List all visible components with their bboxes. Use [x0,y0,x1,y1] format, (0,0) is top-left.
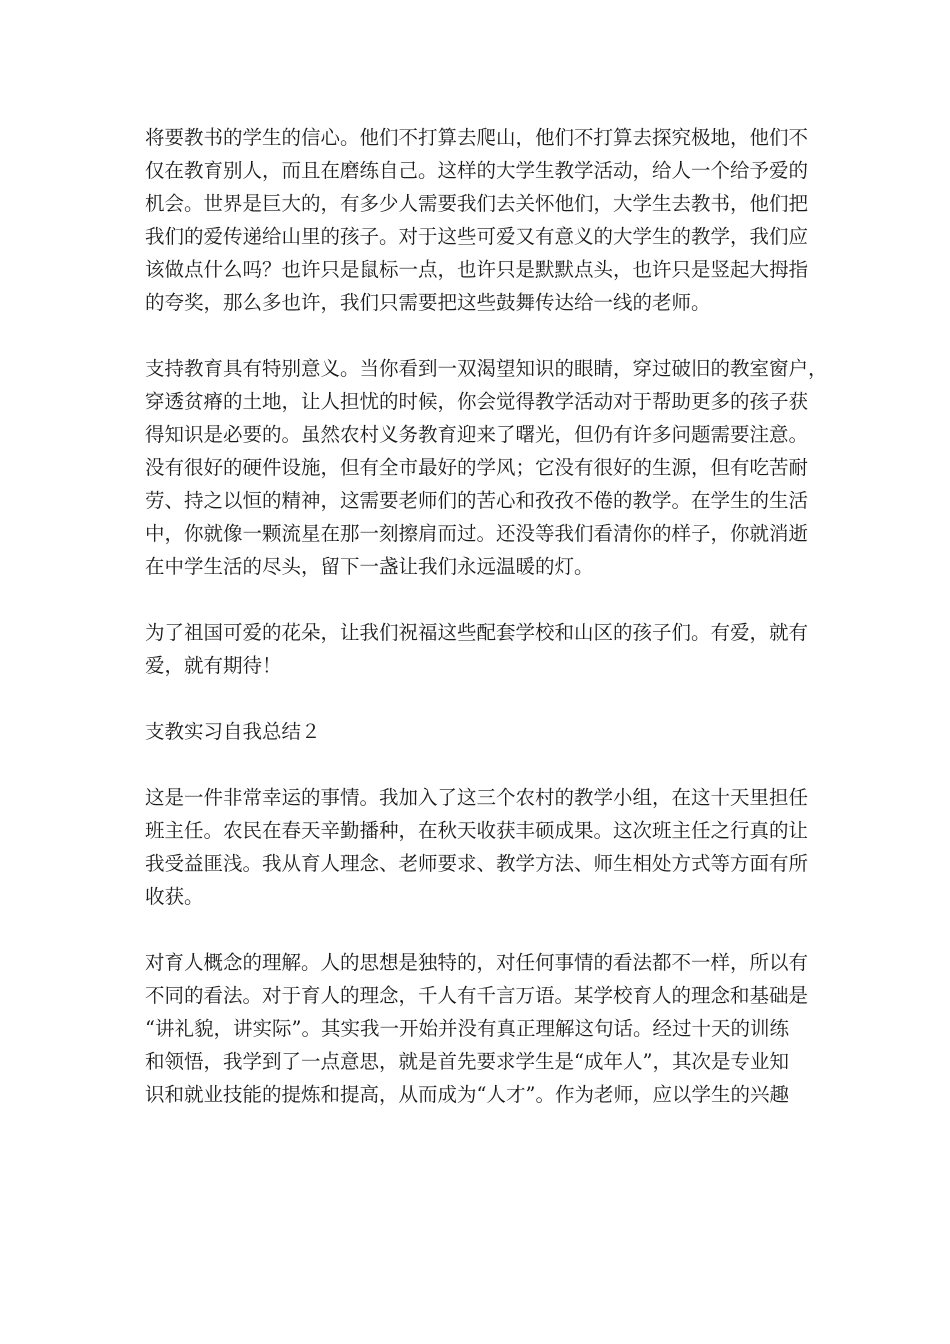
text-line: 支持教育具有特别意义。当你看到一双渴望知识的眼睛，穿过破旧的教室窗户， [145,357,828,380]
paragraph-class-teacher [145,781,810,913]
text-line: 我受益匪浅。我从育人理念、老师要求、教学方法、师生相处方式等方面有所 [145,852,809,875]
text-line: 我们的爱传递给山里的孩子。对于这些可爱又有意义的大学生的教学，我们应 [145,225,809,248]
text-line: 穿透贫瘠的土地，让人担忧的时候，你会觉得教学活动对于帮助更多的孩子获 [145,390,809,413]
text-line: 得知识是必要的。虽然农村义务教育迎来了曙光，但仍有许多问题需要注意。 [145,423,809,446]
document-body [145,121,828,1111]
text-line: 收获。 [145,885,204,908]
text-line: 班主任。农民在春天辛勤播种，在秋天收获丰硕成果。这次班主任之行真的让 [145,819,809,842]
text-line: 在中学生活的尽头，留下一盏让我们永远温暖的灯。 [145,555,594,578]
text-line: 仅在教育别人，而且在磨练自己。这样的大学生教学活动，给人一个给予爱的 [145,159,809,182]
text-line: 机会。世界是巨大的，有多少人需要我们去关怀他们，大学生去教书，他们把 [145,192,809,215]
text-line: 没有很好的硬件设施，但有全市最好的学风；它没有很好的生源，但有吃苦耐 [145,456,809,479]
paragraph-gap [145,583,810,616]
section-title: 支教实习自我总结２ [145,720,321,743]
text-line: 识和就业技能的提炼和提高，从而成为“人才”。作为老师，应以学生的兴趣 [145,1083,789,1106]
paragraph-gap [145,682,810,715]
paragraph-gap [145,748,810,781]
paragraph-volunteer-teaching [145,121,810,319]
text-line: 劳、持之以恒的精神，这需要老师们的苦心和孜孜不倦的教学。在学生的生活 [145,489,809,512]
text-line: 将要教书的学生的信心。他们不打算去爬山，他们不打算去探究极地，他们不 [145,126,809,149]
text-line: 爱，就有期待！ [145,654,282,677]
paragraph-gap [145,319,810,352]
paragraph-education-concept [145,946,810,1111]
text-line: 中，你就像一颗流星在那一刻擦肩而过。还没等我们看清你的样子，你就消逝 [145,522,809,545]
text-line: “讲礼貌，讲实际”。其实我一开始并没有真正理解这句话。经过十天的训练 [145,1017,789,1040]
text-line: 该做点什么吗？也许只是鼠标一点，也许只是默默点头，也许只是竖起大拇指 [145,258,809,281]
text-line: 对育人概念的理解。人的思想是独特的，对任何事情的看法都不一样，所以有 [145,951,809,974]
paragraph-gap [145,913,810,946]
text-line: 的夸奖，那么多也许，我们只需要把这些鼓舞传达给一线的老师。 [145,291,711,314]
text-line: 和领悟，我学到了一点意思，就是首先要求学生是“成年人”，其次是专业知 [145,1050,789,1073]
text-line: 这是一件非常幸运的事情。我加入了这三个农村的教学小组，在这十天里担任 [145,786,809,809]
paragraph-support-education [145,352,828,583]
text-line: 为了祖国可爱的花朵，让我们祝福这些配套学校和山区的孩子们。有爱，就有 [145,621,809,644]
text-line: 不同的看法。对于育人的理念，千人有千言万语。某学校育人的理念和基础是 [145,984,809,1007]
paragraph-blessing [145,616,810,682]
section-heading [145,715,810,748]
